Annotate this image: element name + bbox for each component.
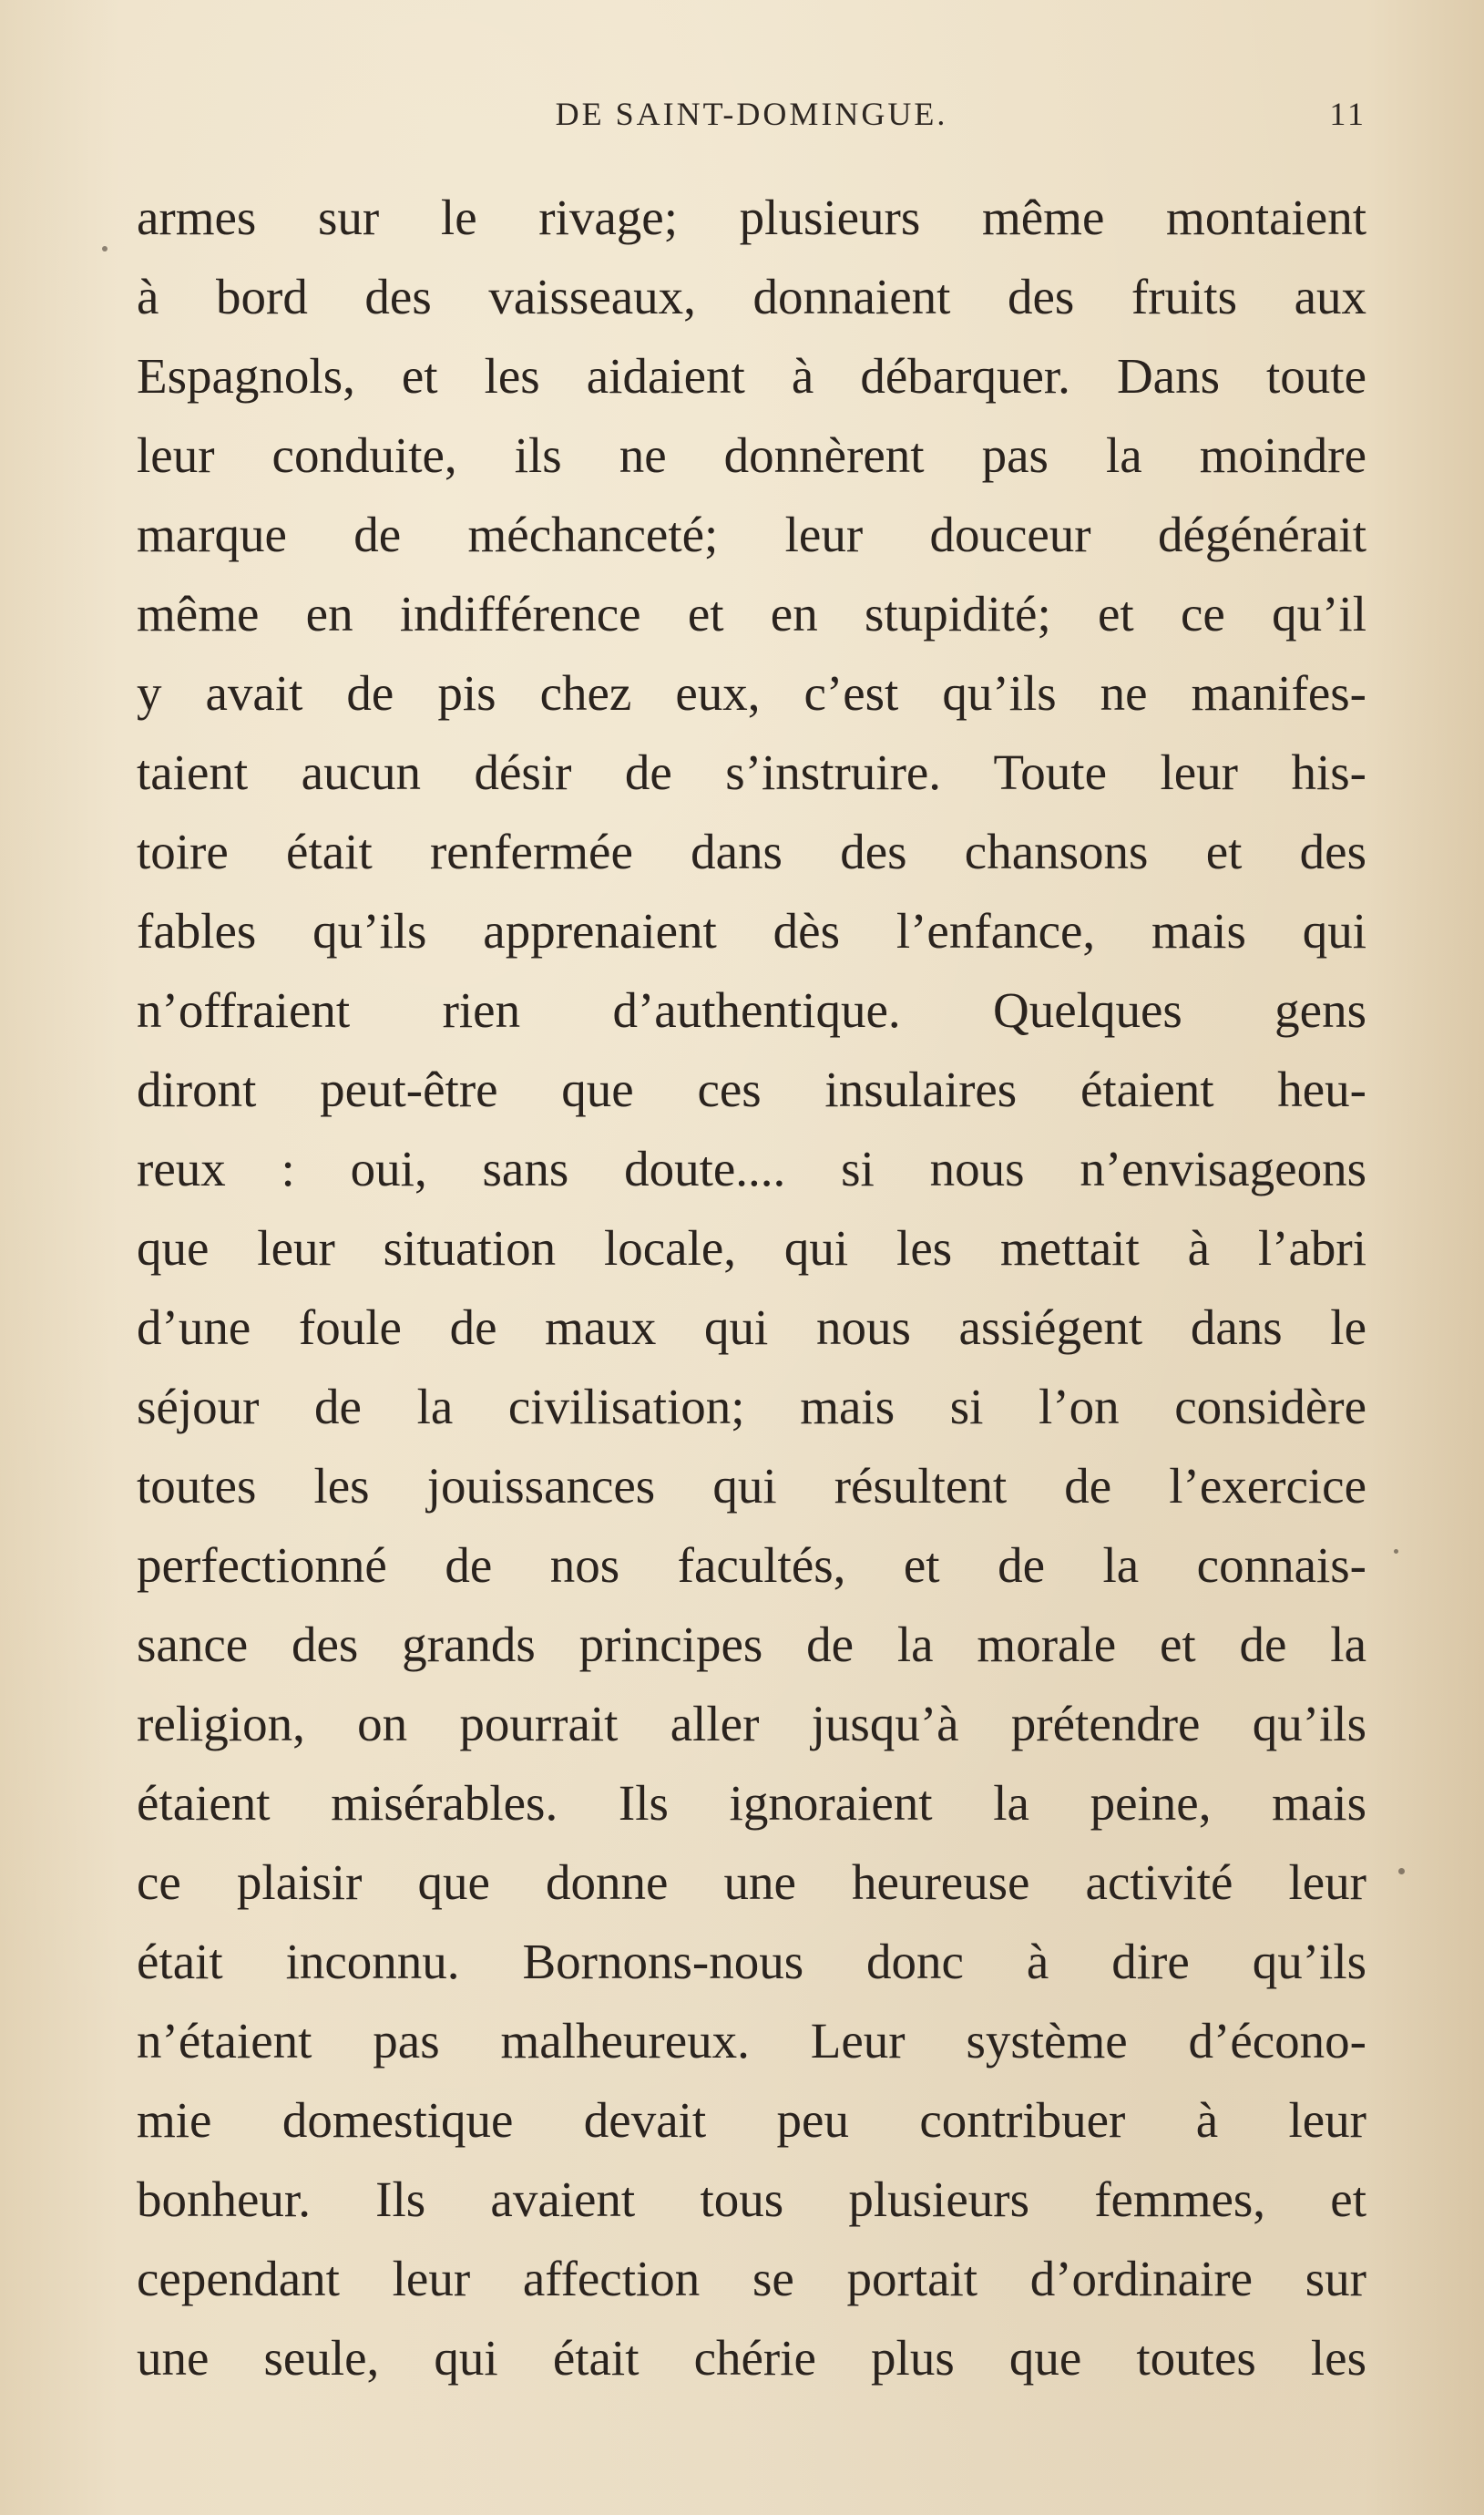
text-line: toutes les jouissances qui résultent de l’exercice [137,1458,1366,1514]
text-line: que leur situation locale, qui les mettait à l’abri [137,1220,1366,1276]
body-text [137,178,1366,2397]
text-line: n’offraient rien d’authentique. Quelques gens [137,982,1366,1038]
running-head [137,95,1366,140]
text-line: à bord des vaisseaux, donnaient des fruits aux [137,269,1366,324]
text-line: une seule, qui était chérie plus que toutes les [137,2330,1366,2386]
paper-speck [102,246,107,252]
paper-speck [1394,1549,1398,1554]
text-line: sance des grands principes de la morale et de la [137,1617,1366,1672]
text-line: d’une foule de maux qui nous assiégent dans le [137,1299,1366,1355]
running-title: DE SAINT-DOMINGUE. [555,96,948,132]
text-line: armes sur le rivage; plusieurs même montaient [137,190,1366,245]
text-line: était inconnu. Bornons-nous donc à dire qu’ils [137,1934,1366,1989]
text-line: toire était renfermée dans des chansons et des [137,824,1366,879]
text-line: diront peut-être que ces insulaires étaient heu- [137,1062,1366,1117]
text-line: ce plaisir que donne une heureuse activité leur [137,1854,1366,1910]
text-line: Espagnols, et les aidaient à débarquer. Dans toute [137,348,1366,404]
text-line: cependant leur affection se portait d’ordinaire sur [137,2251,1366,2306]
text-line: même en indifférence et en stupidité; et ce qu’il [137,586,1366,642]
text-line: leur conduite, ils ne donnèrent pas la moindre [137,427,1366,483]
page-number: 11 [1329,96,1366,132]
text-line: séjour de la civilisation; mais si l’on considère [137,1379,1366,1434]
text-line: taient aucun désir de s’instruire. Toute leur his- [137,744,1366,800]
text-line: marque de méchanceté; leur douceur dégénérait [137,507,1366,562]
text-line: bonheur. Ils avaient tous plusieurs femmes, et [137,2171,1366,2227]
text-line: reux : oui, sans doute.... si nous n’envisageons [137,1141,1366,1196]
text-line: mie domestique devait peu contribuer à leur [137,2092,1366,2148]
paper-speck [1398,1868,1405,1874]
text-line: fables qu’ils apprenaient dès l’enfance, mais qui [137,903,1366,959]
text-line: étaient misérables. Ils ignoraient la peine, mais [137,1775,1366,1831]
text-line: perfectionné de nos facultés, et de la connais- [137,1537,1366,1593]
text-line: n’étaient pas malheureux. Leur système d’écono- [137,2013,1366,2068]
text-line: y avait de pis chez eux, c’est qu’ils ne manifes- [137,665,1366,721]
text-line: religion, on pourrait aller jusqu’à prétendre qu’ils [137,1696,1366,1751]
